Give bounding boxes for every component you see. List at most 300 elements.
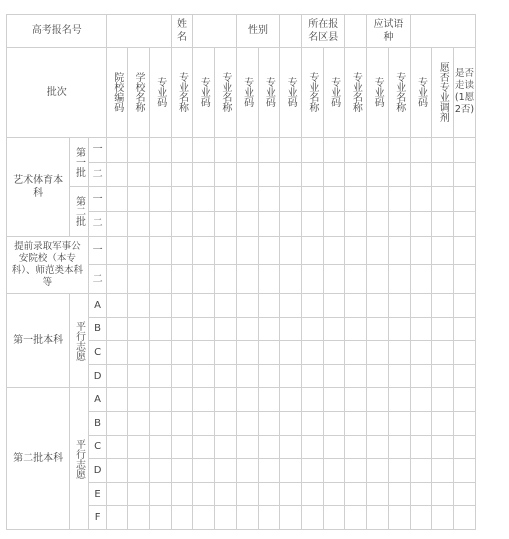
input-cell[interactable] xyxy=(128,187,150,212)
input-cell[interactable] xyxy=(367,265,389,294)
table-row xyxy=(7,236,502,265)
column-header-text: 专业码 xyxy=(263,77,275,108)
input-cell[interactable] xyxy=(388,411,410,435)
input-cell[interactable] xyxy=(410,162,432,187)
input-cell[interactable] xyxy=(454,265,476,294)
name-field[interactable] xyxy=(193,15,236,48)
input-cell[interactable] xyxy=(345,411,367,435)
input-cell[interactable] xyxy=(149,162,171,187)
input-cell[interactable] xyxy=(280,265,302,294)
input-cell[interactable] xyxy=(454,341,476,365)
input-cell[interactable] xyxy=(128,506,150,530)
input-cell[interactable] xyxy=(345,435,367,459)
input-cell[interactable] xyxy=(410,265,432,294)
input-cell[interactable] xyxy=(236,506,258,530)
input-cell[interactable] xyxy=(367,364,389,388)
column-header xyxy=(280,47,302,137)
input-cell[interactable] xyxy=(367,138,389,163)
input-cell[interactable] xyxy=(128,482,150,506)
input-cell[interactable] xyxy=(149,506,171,530)
input-cell[interactable] xyxy=(280,317,302,341)
input-cell[interactable] xyxy=(454,211,476,236)
input-cell[interactable] xyxy=(410,506,432,530)
input-cell[interactable] xyxy=(388,506,410,530)
input-cell[interactable] xyxy=(367,293,389,317)
column-header-text: 专业码 xyxy=(154,77,166,108)
input-cell[interactable] xyxy=(215,265,237,294)
input-cell[interactable] xyxy=(432,138,454,163)
input-cell[interactable] xyxy=(128,341,150,365)
input-cell[interactable] xyxy=(236,236,258,265)
input-cell[interactable] xyxy=(236,187,258,212)
input-cell[interactable] xyxy=(171,364,193,388)
input-cell[interactable] xyxy=(432,293,454,317)
input-cell[interactable] xyxy=(193,341,215,365)
input-cell[interactable] xyxy=(171,341,193,365)
input-cell[interactable] xyxy=(388,265,410,294)
input-cell[interactable] xyxy=(345,364,367,388)
input-cell[interactable] xyxy=(432,411,454,435)
input-cell[interactable] xyxy=(454,459,476,483)
input-cell[interactable] xyxy=(171,317,193,341)
input-cell[interactable] xyxy=(388,388,410,412)
input-cell[interactable] xyxy=(193,364,215,388)
input-cell[interactable] xyxy=(280,211,302,236)
input-cell[interactable] xyxy=(193,317,215,341)
input-cell[interactable] xyxy=(215,388,237,412)
input-cell[interactable] xyxy=(236,211,258,236)
input-cell[interactable] xyxy=(107,388,128,412)
input-cell[interactable] xyxy=(302,482,324,506)
input-cell[interactable] xyxy=(107,506,128,530)
input-cell[interactable] xyxy=(128,265,150,294)
input-cell[interactable] xyxy=(215,211,237,236)
input-cell[interactable] xyxy=(454,317,476,341)
input-cell[interactable] xyxy=(215,317,237,341)
input-cell[interactable] xyxy=(388,187,410,212)
input-cell[interactable] xyxy=(258,459,280,483)
input-cell[interactable] xyxy=(432,341,454,365)
row-mark: 二 xyxy=(88,211,107,236)
input-cell[interactable] xyxy=(236,388,258,412)
input-cell[interactable] xyxy=(410,138,432,163)
input-cell[interactable] xyxy=(280,435,302,459)
input-cell[interactable] xyxy=(107,236,128,265)
input-cell[interactable] xyxy=(345,293,367,317)
input-cell[interactable] xyxy=(149,435,171,459)
input-cell[interactable] xyxy=(367,506,389,530)
input-cell[interactable] xyxy=(171,265,193,294)
input-cell[interactable] xyxy=(454,187,476,212)
input-cell[interactable] xyxy=(345,317,367,341)
input-cell[interactable] xyxy=(345,265,367,294)
input-cell[interactable] xyxy=(454,138,476,163)
input-cell[interactable] xyxy=(280,482,302,506)
input-cell[interactable] xyxy=(280,411,302,435)
input-cell[interactable] xyxy=(432,506,454,530)
input-cell[interactable] xyxy=(149,211,171,236)
input-cell[interactable] xyxy=(345,341,367,365)
input-cell[interactable] xyxy=(367,211,389,236)
input-cell[interactable] xyxy=(258,341,280,365)
input-cell[interactable] xyxy=(193,506,215,530)
column-header-text: 专业码 xyxy=(241,77,253,108)
row-mark: F xyxy=(88,506,107,530)
input-cell[interactable] xyxy=(454,388,476,412)
input-cell[interactable] xyxy=(107,265,128,294)
input-cell[interactable] xyxy=(236,293,258,317)
exam-number-field[interactable] xyxy=(107,15,171,48)
input-cell[interactable] xyxy=(432,236,454,265)
input-cell[interactable] xyxy=(432,459,454,483)
input-cell[interactable] xyxy=(215,138,237,163)
input-cell[interactable] xyxy=(302,506,324,530)
input-cell[interactable] xyxy=(302,187,324,212)
row-mark: 一 xyxy=(88,236,107,265)
input-cell[interactable] xyxy=(171,236,193,265)
input-cell[interactable] xyxy=(107,293,128,317)
input-cell[interactable] xyxy=(388,341,410,365)
input-cell[interactable] xyxy=(215,187,237,212)
input-cell[interactable] xyxy=(367,482,389,506)
input-cell[interactable] xyxy=(171,411,193,435)
input-cell[interactable] xyxy=(410,293,432,317)
input-cell[interactable] xyxy=(215,364,237,388)
input-cell[interactable] xyxy=(149,482,171,506)
input-cell[interactable] xyxy=(215,293,237,317)
input-cell[interactable] xyxy=(432,364,454,388)
input-cell[interactable] xyxy=(323,236,345,265)
input-cell[interactable] xyxy=(410,388,432,412)
input-cell[interactable] xyxy=(367,341,389,365)
input-cell[interactable] xyxy=(323,364,345,388)
input-cell[interactable] xyxy=(149,341,171,365)
input-cell[interactable] xyxy=(193,459,215,483)
input-cell[interactable] xyxy=(302,364,324,388)
input-cell[interactable] xyxy=(432,317,454,341)
input-cell[interactable] xyxy=(302,459,324,483)
input-cell[interactable] xyxy=(236,162,258,187)
input-cell[interactable] xyxy=(367,317,389,341)
input-cell[interactable] xyxy=(454,411,476,435)
input-cell[interactable] xyxy=(410,411,432,435)
input-cell[interactable] xyxy=(107,162,128,187)
input-cell[interactable] xyxy=(367,411,389,435)
input-cell[interactable] xyxy=(107,411,128,435)
batch-label: 批次 xyxy=(7,47,107,137)
input-cell[interactable] xyxy=(323,482,345,506)
input-cell[interactable] xyxy=(432,187,454,212)
input-cell[interactable] xyxy=(215,506,237,530)
input-cell[interactable] xyxy=(454,236,476,265)
input-cell[interactable] xyxy=(171,506,193,530)
input-cell[interactable] xyxy=(236,482,258,506)
input-cell[interactable] xyxy=(258,317,280,341)
input-cell[interactable] xyxy=(236,317,258,341)
input-cell[interactable] xyxy=(128,293,150,317)
column-header xyxy=(454,47,476,137)
input-cell[interactable] xyxy=(149,388,171,412)
input-cell[interactable] xyxy=(280,236,302,265)
input-cell[interactable] xyxy=(367,162,389,187)
input-cell[interactable] xyxy=(193,435,215,459)
input-cell[interactable] xyxy=(258,211,280,236)
input-cell[interactable] xyxy=(280,388,302,412)
input-cell[interactable] xyxy=(454,435,476,459)
column-header xyxy=(410,47,432,137)
input-cell[interactable] xyxy=(302,265,324,294)
input-cell[interactable] xyxy=(193,162,215,187)
input-cell[interactable] xyxy=(128,317,150,341)
input-cell[interactable] xyxy=(149,459,171,483)
input-cell[interactable] xyxy=(236,411,258,435)
row-mark: 二 xyxy=(88,162,107,187)
input-cell[interactable] xyxy=(193,187,215,212)
table-row xyxy=(7,293,502,317)
input-cell[interactable] xyxy=(193,482,215,506)
input-cell[interactable] xyxy=(215,482,237,506)
input-cell[interactable] xyxy=(323,411,345,435)
input-cell[interactable] xyxy=(258,482,280,506)
input-cell[interactable] xyxy=(107,341,128,365)
input-cell[interactable] xyxy=(323,388,345,412)
input-cell[interactable] xyxy=(128,411,150,435)
input-cell[interactable] xyxy=(258,162,280,187)
input-cell[interactable] xyxy=(410,482,432,506)
input-cell[interactable] xyxy=(215,236,237,265)
input-cell[interactable] xyxy=(280,341,302,365)
input-cell[interactable] xyxy=(149,265,171,294)
input-cell[interactable] xyxy=(345,211,367,236)
input-cell[interactable] xyxy=(236,138,258,163)
input-cell[interactable] xyxy=(323,187,345,212)
input-cell[interactable] xyxy=(280,364,302,388)
input-cell[interactable] xyxy=(388,236,410,265)
input-cell[interactable] xyxy=(149,317,171,341)
input-cell[interactable] xyxy=(258,435,280,459)
input-cell[interactable] xyxy=(215,341,237,365)
input-cell[interactable] xyxy=(454,364,476,388)
input-cell[interactable] xyxy=(323,435,345,459)
input-cell[interactable] xyxy=(171,459,193,483)
input-cell[interactable] xyxy=(323,293,345,317)
input-cell[interactable] xyxy=(280,459,302,483)
input-cell[interactable] xyxy=(215,435,237,459)
input-cell[interactable] xyxy=(302,317,324,341)
input-cell[interactable] xyxy=(323,341,345,365)
input-cell[interactable] xyxy=(107,459,128,483)
input-cell[interactable] xyxy=(367,435,389,459)
input-cell[interactable] xyxy=(323,211,345,236)
input-cell[interactable] xyxy=(215,459,237,483)
art-sub2-label: 第二批 xyxy=(73,196,85,227)
input-cell[interactable] xyxy=(454,506,476,530)
input-cell[interactable] xyxy=(323,138,345,163)
input-cell[interactable] xyxy=(128,138,150,163)
input-cell[interactable] xyxy=(302,236,324,265)
input-cell[interactable] xyxy=(454,162,476,187)
input-cell[interactable] xyxy=(345,162,367,187)
input-cell[interactable] xyxy=(345,482,367,506)
input-cell[interactable] xyxy=(345,236,367,265)
name-label: 姓名 xyxy=(176,18,187,43)
first-type-cell xyxy=(70,293,89,387)
input-cell[interactable] xyxy=(149,187,171,212)
input-cell[interactable] xyxy=(432,388,454,412)
input-cell[interactable] xyxy=(388,435,410,459)
input-cell[interactable] xyxy=(302,411,324,435)
input-cell[interactable] xyxy=(388,293,410,317)
input-cell[interactable] xyxy=(258,236,280,265)
input-cell[interactable] xyxy=(367,236,389,265)
input-cell[interactable] xyxy=(388,211,410,236)
input-cell[interactable] xyxy=(410,317,432,341)
input-cell[interactable] xyxy=(388,162,410,187)
column-header-text: 专业名称 xyxy=(306,72,318,113)
input-cell[interactable] xyxy=(432,162,454,187)
input-cell[interactable] xyxy=(149,138,171,163)
input-cell[interactable] xyxy=(193,211,215,236)
input-cell[interactable] xyxy=(323,317,345,341)
input-cell[interactable] xyxy=(410,187,432,212)
input-cell[interactable] xyxy=(410,341,432,365)
table-row xyxy=(7,138,502,163)
input-cell[interactable] xyxy=(302,211,324,236)
input-cell[interactable] xyxy=(345,388,367,412)
input-cell[interactable] xyxy=(258,364,280,388)
input-cell[interactable] xyxy=(280,187,302,212)
input-cell[interactable] xyxy=(171,435,193,459)
input-cell[interactable] xyxy=(128,364,150,388)
input-cell[interactable] xyxy=(302,435,324,459)
input-cell[interactable] xyxy=(258,138,280,163)
input-cell[interactable] xyxy=(388,364,410,388)
input-cell[interactable] xyxy=(236,435,258,459)
name-label-cell xyxy=(171,15,193,48)
input-cell[interactable] xyxy=(193,138,215,163)
input-cell[interactable] xyxy=(410,211,432,236)
input-cell[interactable] xyxy=(258,388,280,412)
input-cell[interactable] xyxy=(215,162,237,187)
input-cell[interactable] xyxy=(128,388,150,412)
input-cell[interactable] xyxy=(388,138,410,163)
input-cell[interactable] xyxy=(410,435,432,459)
input-cell[interactable] xyxy=(432,265,454,294)
column-header xyxy=(258,47,280,137)
input-cell[interactable] xyxy=(193,411,215,435)
input-cell[interactable] xyxy=(454,482,476,506)
input-cell[interactable] xyxy=(149,236,171,265)
input-cell[interactable] xyxy=(367,459,389,483)
gender-field[interactable] xyxy=(280,15,302,48)
input-cell[interactable] xyxy=(323,162,345,187)
input-cell[interactable] xyxy=(302,388,324,412)
input-cell[interactable] xyxy=(193,293,215,317)
input-cell[interactable] xyxy=(171,162,193,187)
input-cell[interactable] xyxy=(128,162,150,187)
input-cell[interactable] xyxy=(388,482,410,506)
input-cell[interactable] xyxy=(107,138,128,163)
district-field[interactable] xyxy=(345,15,367,48)
input-cell[interactable] xyxy=(345,187,367,212)
input-cell[interactable] xyxy=(432,435,454,459)
column-header xyxy=(323,47,345,137)
input-cell[interactable] xyxy=(149,293,171,317)
subject-type-field[interactable] xyxy=(410,15,475,48)
input-cell[interactable] xyxy=(280,506,302,530)
input-cell[interactable] xyxy=(258,506,280,530)
input-cell[interactable] xyxy=(107,435,128,459)
input-cell[interactable] xyxy=(258,293,280,317)
second-batch-label: 第二批本科 xyxy=(7,388,70,530)
input-cell[interactable] xyxy=(171,388,193,412)
input-cell[interactable] xyxy=(107,482,128,506)
input-cell[interactable] xyxy=(302,138,324,163)
input-cell[interactable] xyxy=(107,364,128,388)
input-cell[interactable] xyxy=(128,459,150,483)
input-cell[interactable] xyxy=(107,211,128,236)
input-cell[interactable] xyxy=(388,459,410,483)
input-cell[interactable] xyxy=(454,293,476,317)
input-cell[interactable] xyxy=(367,388,389,412)
input-cell[interactable] xyxy=(215,411,237,435)
input-cell[interactable] xyxy=(280,138,302,163)
input-cell[interactable] xyxy=(367,187,389,212)
input-cell[interactable] xyxy=(345,506,367,530)
input-cell[interactable] xyxy=(258,411,280,435)
input-cell[interactable] xyxy=(388,317,410,341)
input-cell[interactable] xyxy=(280,162,302,187)
input-cell[interactable] xyxy=(107,317,128,341)
input-cell[interactable] xyxy=(323,506,345,530)
input-cell[interactable] xyxy=(323,459,345,483)
input-cell[interactable] xyxy=(410,364,432,388)
input-cell[interactable] xyxy=(236,341,258,365)
input-cell[interactable] xyxy=(258,187,280,212)
input-cell[interactable] xyxy=(128,435,150,459)
input-cell[interactable] xyxy=(410,236,432,265)
input-cell[interactable] xyxy=(193,236,215,265)
input-cell[interactable] xyxy=(302,341,324,365)
input-cell[interactable] xyxy=(193,265,215,294)
input-cell[interactable] xyxy=(302,293,324,317)
input-cell[interactable] xyxy=(258,265,280,294)
input-cell[interactable] xyxy=(432,211,454,236)
input-cell[interactable] xyxy=(236,364,258,388)
input-cell[interactable] xyxy=(171,138,193,163)
input-cell[interactable] xyxy=(323,265,345,294)
input-cell[interactable] xyxy=(280,293,302,317)
input-cell[interactable] xyxy=(193,388,215,412)
input-cell[interactable] xyxy=(171,187,193,212)
input-cell[interactable] xyxy=(432,482,454,506)
input-cell[interactable] xyxy=(128,211,150,236)
input-cell[interactable] xyxy=(171,211,193,236)
input-cell[interactable] xyxy=(171,293,193,317)
input-cell[interactable] xyxy=(410,459,432,483)
row-mark: C xyxy=(88,341,107,365)
input-cell[interactable] xyxy=(345,138,367,163)
input-cell[interactable] xyxy=(236,459,258,483)
input-cell[interactable] xyxy=(149,411,171,435)
input-cell[interactable] xyxy=(171,482,193,506)
input-cell[interactable] xyxy=(149,364,171,388)
input-cell[interactable] xyxy=(107,187,128,212)
input-cell[interactable] xyxy=(128,236,150,265)
input-cell[interactable] xyxy=(302,162,324,187)
input-cell[interactable] xyxy=(345,459,367,483)
input-cell[interactable] xyxy=(236,265,258,294)
